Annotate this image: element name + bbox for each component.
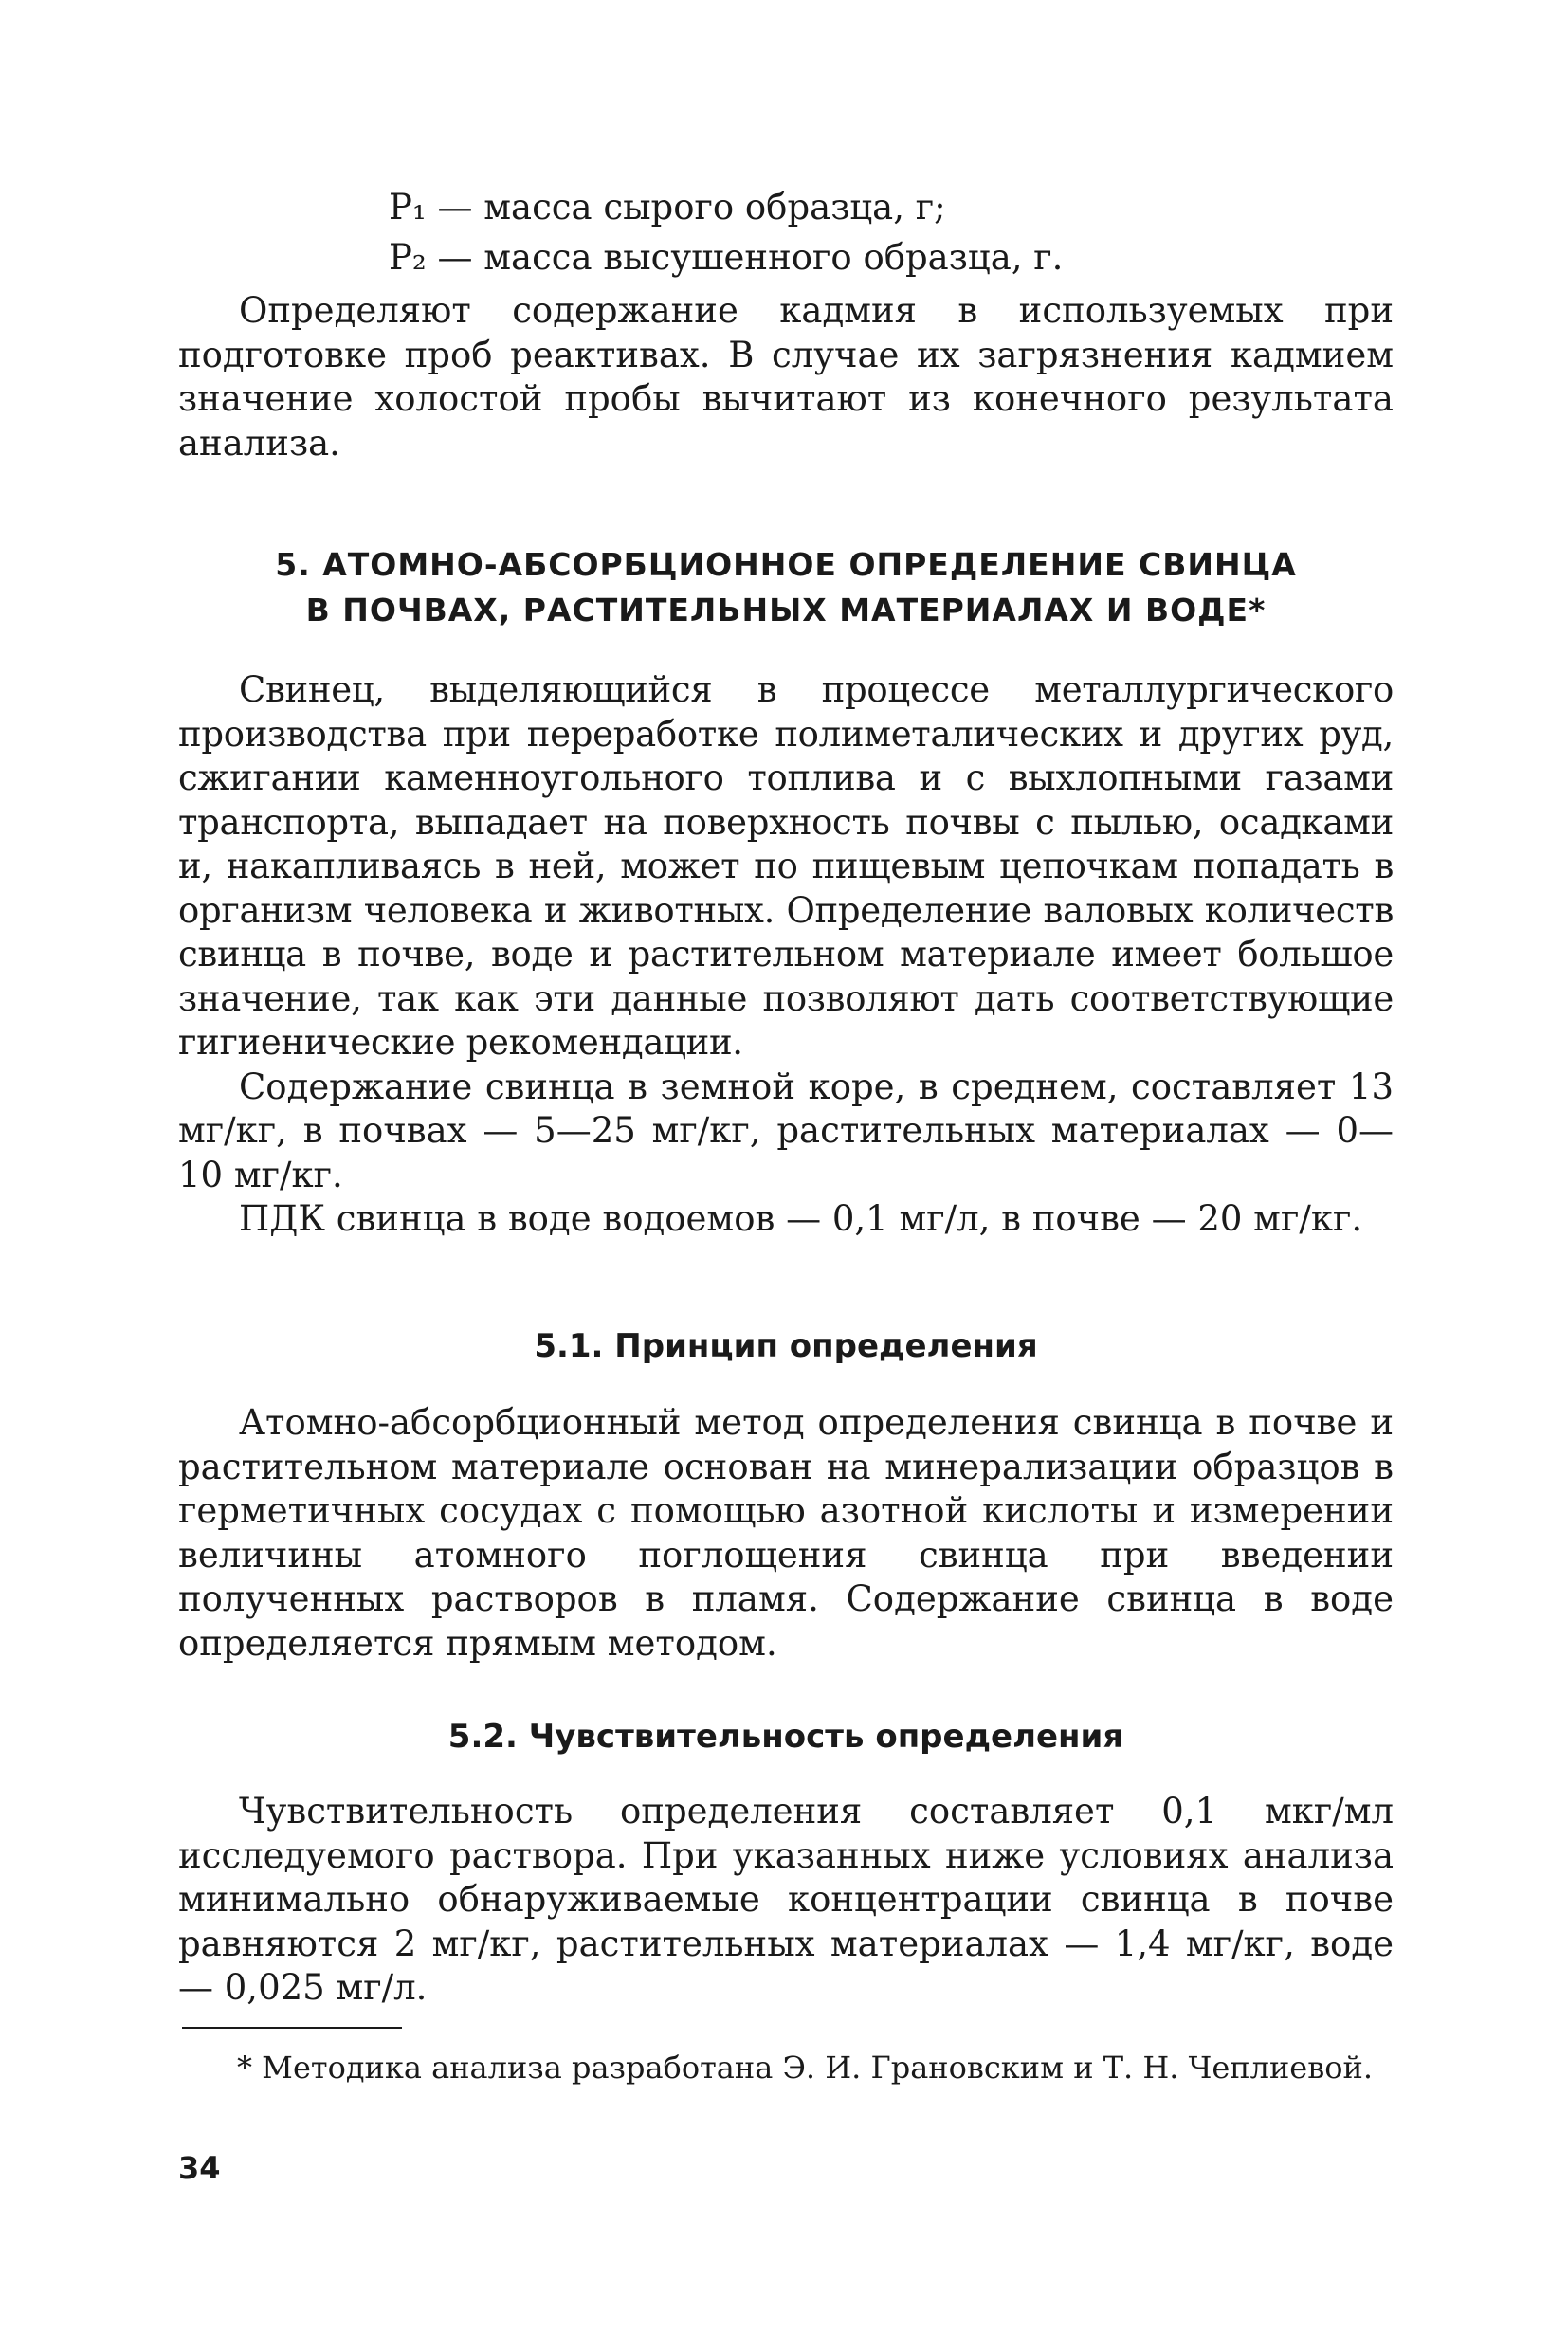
intro-block	[178, 289, 1394, 465]
section-5-heading-line-1: 5. АТОМНО-АБСОРБЦИОННОЕ ОПРЕДЕЛЕНИЕ СВИНЦА	[275, 546, 1297, 583]
variable-definitions	[389, 182, 1242, 282]
section-5-2-body	[178, 1790, 1394, 2011]
section-5-1-paragraph: Атомно-абсорбционный метод определения свинца в почве и растительном материале основан на минерализации образцов в герметичных сосудах с помощью азотной кислоты и измерении величины атомного поглощения свинца при введении полученных растворов в пламя. Содержание свинца в воде определяется прямым методом.	[178, 1402, 1394, 1664]
footnote-divider	[182, 2027, 402, 2029]
section-5-paragraph-1: Свинец, выделяющийся в процессе металлургического производства при переработке полиметалических и других руд, сжигании каменноугольного топлива и с выхлопными газами транспорта, выпадает на поверхность почвы с пылью, осадками и, накапливаясь в ней, может по пищевым цепочкам попадать в организм человека и животных. Определение валовых количеств свинца в почве, воде и растительном материале имеет большое значение, так как эти данные позволяют дать соответствующие гигиенические рекомендации.	[178, 669, 1394, 1063]
page-number: 34	[178, 2150, 221, 2186]
section-5-1-body	[178, 1401, 1394, 1666]
definition-p1: P₁ — масса сырого образца, г;	[389, 187, 946, 228]
section-5-2-heading: 5.2. Чувствительность определения	[447, 1718, 1124, 1756]
intro-paragraph: Определяют содержание кадмия в используемых при подготовке проб реактивах. В случае их загрязнения кадмием значение холостой пробы вычитают из конечного результата анализа.	[178, 290, 1394, 464]
section-5-heading-line-2: В ПОЧВАХ, РАСТИТЕЛЬНЫХ МАТЕРИАЛАХ И ВОДЕ*	[305, 592, 1267, 629]
section-5-paragraph-2: Содержание свинца в земной коре, в среднем, составляет 13 мг/кг, в почвах — 5—25 мг/кг, растительных материалах — 0—10 мг/кг.	[178, 1066, 1394, 1195]
section-5-1-heading: 5.1. Принцип определения	[534, 1327, 1038, 1365]
section-5-body	[178, 668, 1394, 1242]
section-5-heading	[178, 542, 1394, 633]
definition-p2: P₂ — масса высушенного образца, г.	[389, 237, 1064, 278]
footnote: * Методика анализа разработана Э. И. Грановским и Т. Н. Чеплиевой.	[237, 2050, 1373, 2086]
section-5-2-paragraph: Чувствительность определения составляет 0,1 мкг/мл исследуемого раствора. При указанных ниже условиях анализа минимально обнаруживаемые концентрации свинца в почве равняются 2 мг/кг, растительных материалах — 1,4 мг/кг, воде — 0,025 мг/л.	[178, 1791, 1394, 2008]
section-5-paragraph-3: ПДК свинца в воде водоемов — 0,1 мг/л, в почве — 20 мг/кг.	[239, 1198, 1363, 1239]
